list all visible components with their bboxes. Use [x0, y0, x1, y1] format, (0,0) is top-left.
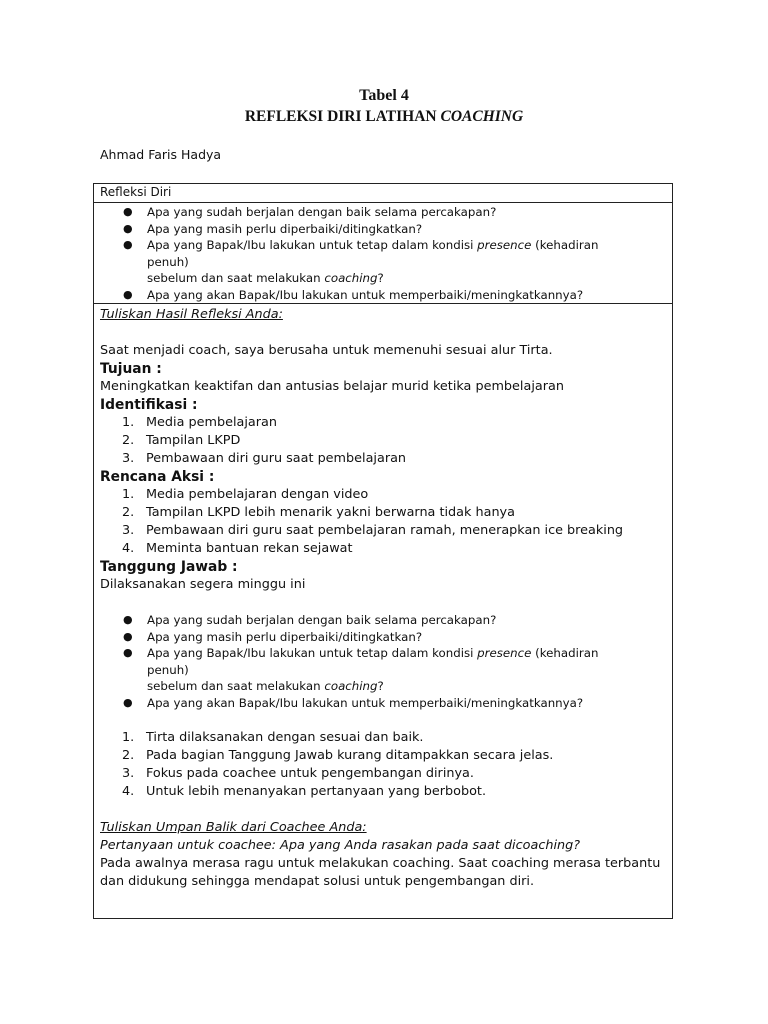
bullet-icon: ● — [123, 287, 133, 301]
list-item: ● Apa yang akan Bapak/Ibu lakukan untuk memperbaiki/meningkatkannya? — [123, 287, 584, 302]
answers-section — [94, 729, 672, 891]
list-item: 1. Media pembelajaran — [122, 415, 277, 430]
list-item: ● Apa yang masih perlu diperbaiki/ditingkatkan? — [123, 629, 423, 644]
feedback-label: Tuliskan Umpan Balik dari Coachee Anda: — [100, 820, 367, 835]
list-item: 2. Tampilan LKPD lebih menarik yakni berwarna tidak hanya — [122, 505, 515, 520]
reflection-body — [94, 306, 672, 594]
list-item: ● Apa yang Bapak/Ibu lakukan untuk tetap dalam kondisi presence (kehadiran penuh) sebelum dan saat melakukan coaching? — [123, 646, 599, 693]
list-item: ● Apa yang Bapak/Ibu lakukan untuk tetap dalam kondisi presence (kehadiran penuh) sebelum dan saat melakukan coaching? — [123, 238, 599, 285]
list-item: 3. Fokus pada coachee untuk pengembangan dirinya. — [122, 766, 474, 781]
identifikasi-list — [100, 414, 666, 468]
section-label: Tuliskan Hasil Refleksi Anda: — [100, 307, 283, 322]
title-italic: COACHING — [440, 108, 524, 125]
bullet-icon: ● — [123, 646, 133, 659]
feedback-question: Pertanyaan untuk coachee: Apa yang Anda rasakan pada saat dicoaching? — [100, 838, 581, 853]
list-item: 3. Pembawaan diri guru saat pembelajaran ramah, menerapkan ice breaking — [122, 523, 624, 538]
list-item: 1. Media pembelajaran dengan video — [122, 487, 369, 502]
feedback-line-2: dan didukung sehingga mendapat solusi untuk pengembangan diri. — [100, 874, 535, 889]
bullet-icon: ● — [123, 613, 133, 626]
table-number: Tabel 4 — [359, 87, 409, 104]
bullet-icon: ● — [123, 238, 133, 251]
guide-questions-repeat — [94, 612, 672, 711]
list-item: 1. Tirta dilaksanakan dengan sesuai dan baik. — [122, 730, 424, 745]
bullet-icon: ● — [123, 629, 133, 643]
rencana-heading: Rencana Aksi : — [100, 469, 215, 485]
bullet-icon: ● — [123, 695, 133, 709]
tujuan-text: Meningkatkan keaktifan dan antusias belajar murid ketika pembelajaran — [100, 379, 564, 394]
list-item: ● Apa yang sudah berjalan dengan baik selama percakapan? — [123, 613, 497, 627]
list-item: ● Apa yang sudah berjalan dengan baik selama percakapan? — [123, 205, 497, 219]
table-header: Refleksi Diri — [94, 184, 672, 203]
guide-questions — [94, 203, 672, 304]
list-item: ● Apa yang masih perlu diperbaiki/ditingkatkan? — [123, 221, 423, 236]
rencana-list — [100, 486, 666, 558]
tanggung-heading: Tanggung Jawab : — [100, 559, 238, 575]
list-item: ● Apa yang akan Bapak/Ibu lakukan untuk memperbaiki/meningkatkannya? — [123, 695, 584, 710]
title-text: REFLEKSI DIRI LATIHAN — [244, 108, 441, 125]
list-item: 4. Untuk lebih menanyakan pertanyaan yang berbobot. — [122, 784, 487, 799]
bullet-icon: ● — [123, 221, 133, 235]
list-item: 3. Pembawaan diri guru saat pembelajaran — [122, 451, 407, 466]
intro-text: Saat menjadi coach, saya berusaha untuk memenuhi sesuai alur Tirta. — [100, 343, 553, 358]
tujuan-heading: Tujuan : — [100, 361, 162, 377]
document-title — [0, 108, 768, 126]
answers-list — [100, 729, 666, 801]
identifikasi-heading: Identifikasi : — [100, 397, 198, 413]
list-item: 2. Pada bagian Tanggung Jawab kurang ditampakkan secara jelas. — [122, 748, 554, 763]
author-name: Ahmad Faris Hadya — [100, 147, 222, 162]
list-item: 4. Meminta bantuan rekan sejawat — [122, 541, 353, 556]
reflection-table — [93, 183, 673, 919]
feedback-line-1: Pada awalnya merasa ragu untuk melakukan coaching. Saat coaching merasa terbantu — [100, 856, 661, 871]
bullet-icon: ● — [123, 205, 133, 218]
tanggung-text: Dilaksanakan segera minggu ini — [100, 577, 306, 592]
list-item: 2. Tampilan LKPD — [122, 433, 241, 448]
